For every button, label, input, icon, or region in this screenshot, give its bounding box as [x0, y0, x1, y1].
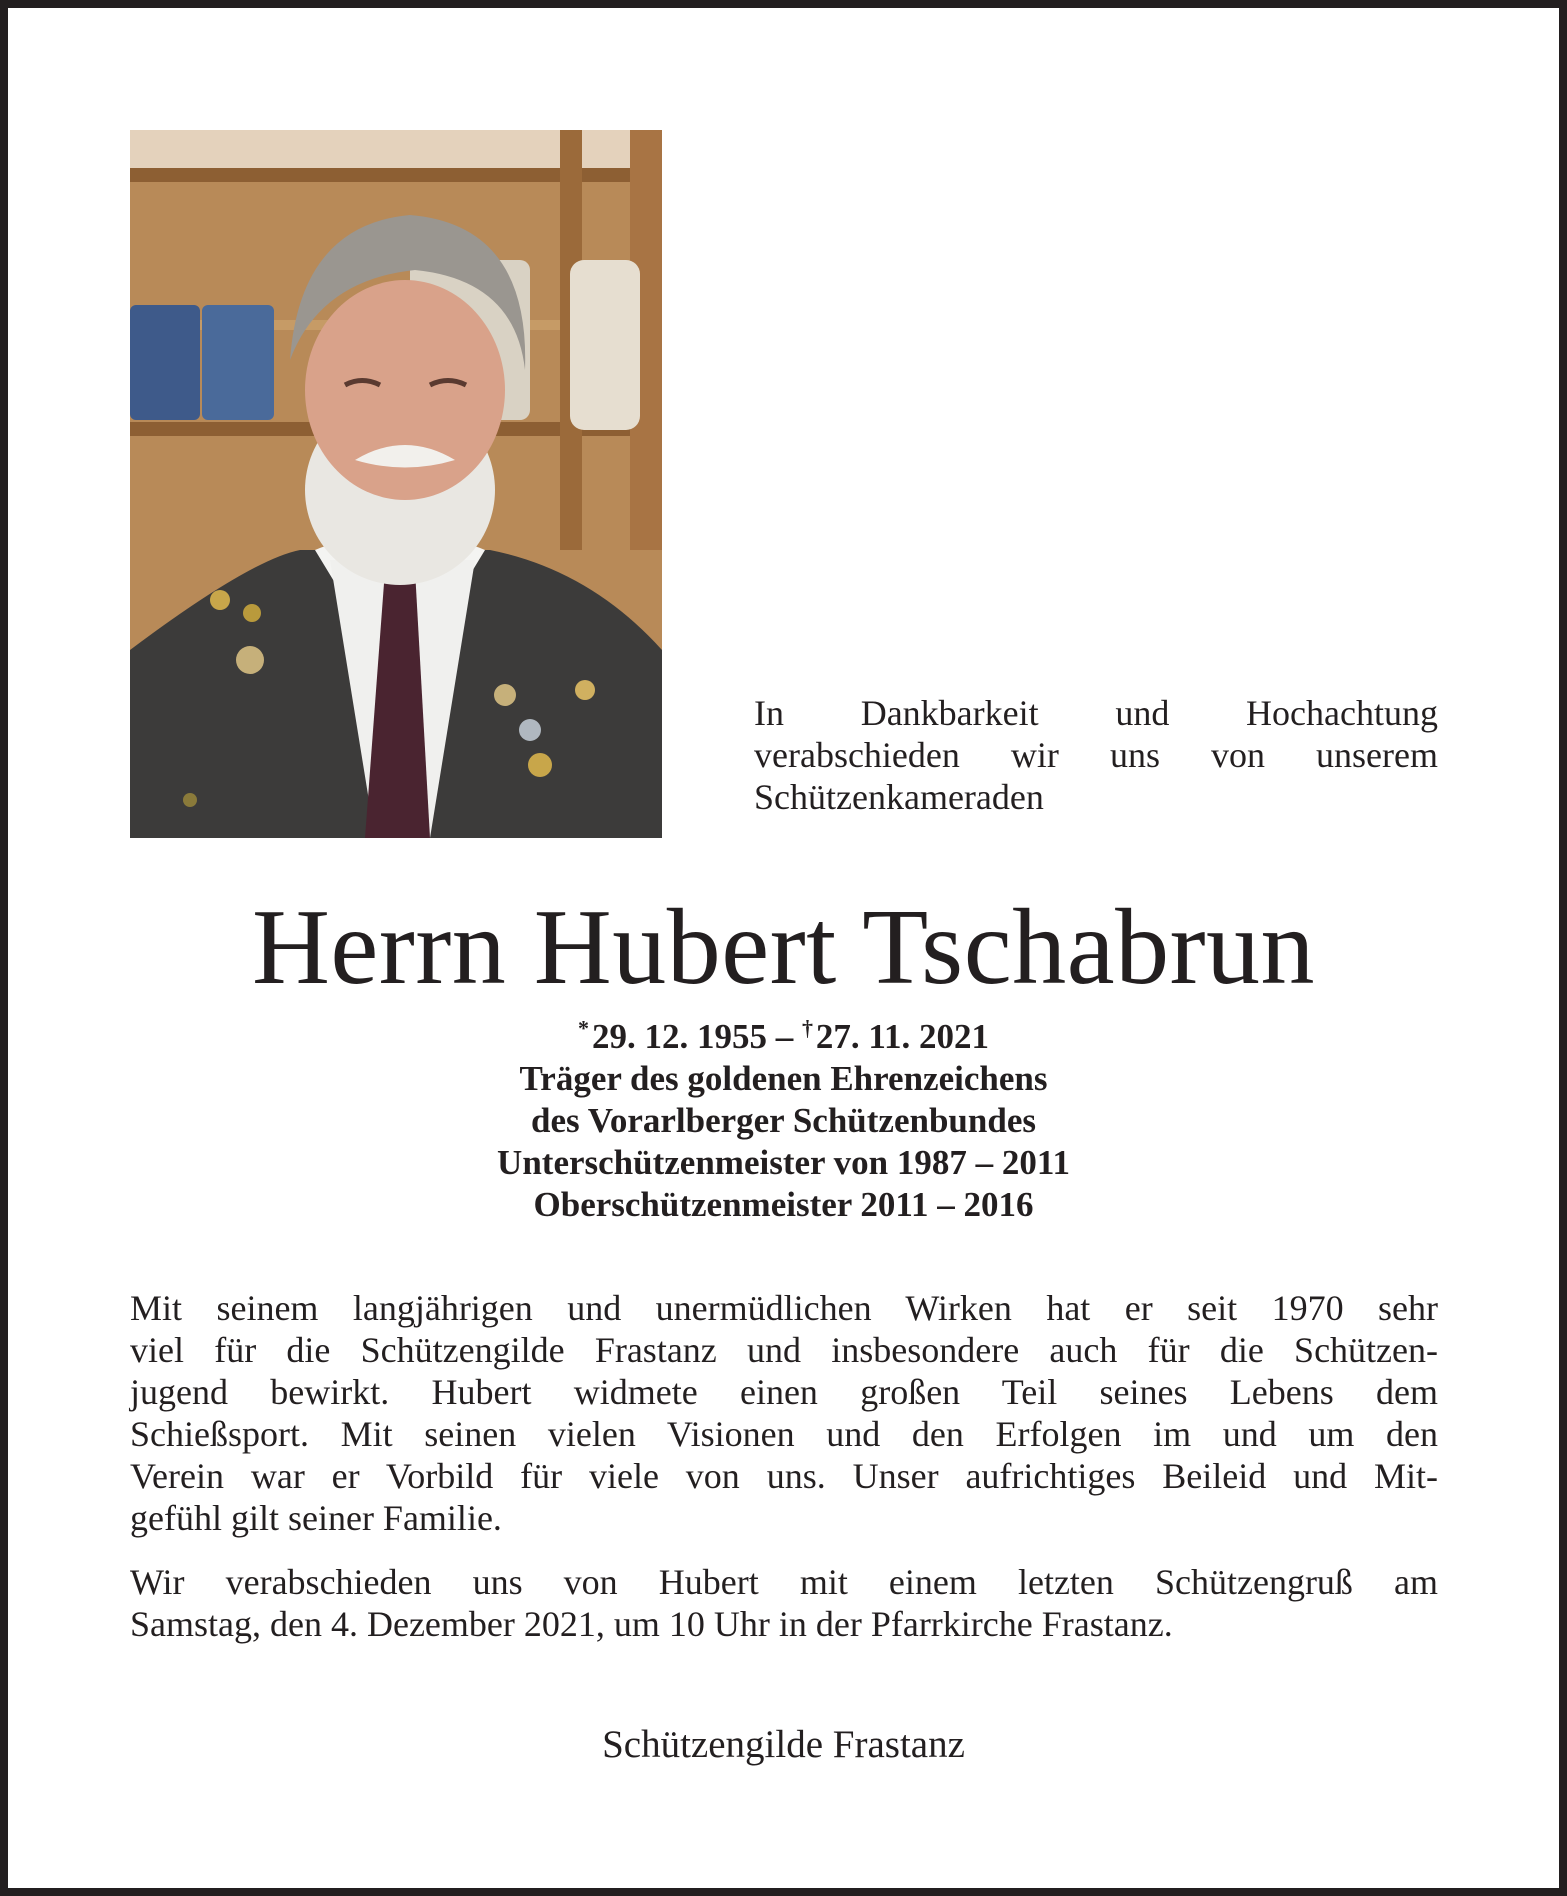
title-line: Träger des goldenen Ehrenzeichens	[519, 1059, 1048, 1098]
paragraph-line: viel für die Schützengilde Frastanz und insbesondere auch für die Schützen-	[130, 1330, 1438, 1370]
funeral-info-paragraph	[130, 1561, 1438, 1645]
signature: Schützengilde Frastanz	[602, 1723, 965, 1766]
title-line: Oberschützenmeister 2011 – 2016	[533, 1185, 1034, 1224]
death-date: 27. 11. 2021	[815, 1017, 989, 1056]
portrait-photo	[130, 130, 662, 838]
birth-date: 29. 12. 1955	[591, 1017, 767, 1056]
birth-mark: *	[578, 1015, 590, 1041]
paragraph-line: jugend bewirkt. Hubert widmete einen großen Teil seines Lebens dem	[130, 1372, 1438, 1412]
paragraph-line: Schießsport. Mit seinen vielen Visionen und den Erfolgen im und um den	[130, 1414, 1438, 1454]
death-mark: †	[801, 1015, 813, 1041]
tribute-paragraph	[130, 1287, 1438, 1539]
intro-line: Schützenkameraden	[754, 777, 1044, 817]
paragraph-line: Mit seinem langjährigen und unermüdlichen Wirken hat er seit 1970 sehr	[130, 1288, 1438, 1328]
paragraph-line: Verein war er Vorbild für viele von uns. Unser aufrichtiges Beileid und Mit-	[130, 1456, 1438, 1496]
titles-block	[0, 1016, 1567, 1226]
paragraph-line: gefühl gilt seiner Familie.	[130, 1498, 502, 1538]
intro-line: In Dankbarkeit und Hochachtung	[754, 693, 1438, 733]
deceased-name: Herrn Hubert Tschabrun	[251, 888, 1316, 1007]
paragraph-line: Samstag, den 4. Dezember 2021, um 10 Uhr in der Pfarrkirche Frastanz.	[130, 1604, 1173, 1644]
date-separator: –	[775, 1017, 794, 1056]
title-line: Unterschützenmeister von 1987 – 2011	[497, 1143, 1070, 1182]
life-dates	[0, 1016, 1567, 1058]
intro-line: verabschieden wir uns von unserem	[754, 735, 1438, 775]
title-line: des Vorarlberger Schützenbundes	[531, 1101, 1036, 1140]
intro-text	[754, 692, 1438, 818]
paragraph-line: Wir verabschieden uns von Hubert mit einem letzten Schützengruß am	[130, 1562, 1438, 1602]
